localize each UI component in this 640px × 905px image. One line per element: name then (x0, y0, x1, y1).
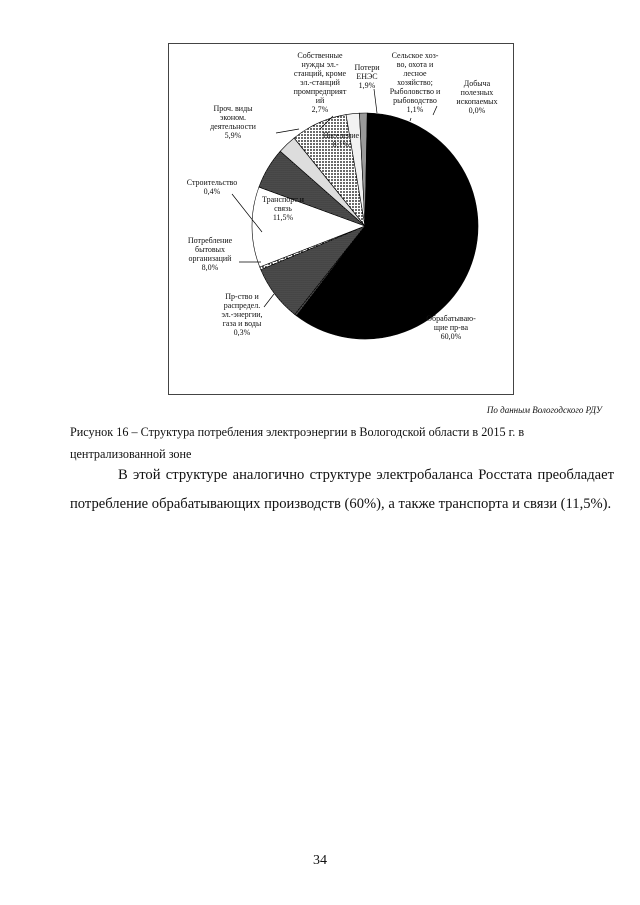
label-bytovye: Потребление бытовых организаций 8,0% (187, 236, 233, 272)
leader-line-selskoe (410, 118, 411, 121)
body-paragraph-text: В этой структуре аналогично структуре электробаланса Росстата преобладает потребление обрабатывающих производств (60%), а также транспорта и связи (11,5%). (70, 467, 614, 512)
label-naselenie: Население 8,1% (322, 131, 360, 149)
leader-line-prochie (276, 129, 299, 133)
label-poteri-enes: Потери ЕНЭС 1,9% (354, 63, 380, 90)
label-stroitelstvo: Строительство 0,4% (186, 178, 238, 196)
label-selskoe-hoz: Сельское хоз- во, охота и лесное хозяйство; Рыболовство и рыбоводство 1,1% (389, 51, 441, 114)
label-transport: Транспорт и связь 11,5% (262, 195, 304, 222)
leader-line-poteri (374, 89, 377, 113)
label-dobycha: Добыча полезных ископаемых 0,0% (456, 79, 498, 115)
page-number: 34 (313, 853, 327, 868)
label-sobstv-nuzhdy: Собственные нужды эл.- станций, кроме эл.-станций промпредприят ий 2,7% (293, 51, 347, 114)
label-obrabatyv: Обрабатываю- щие пр-ва 60,0% (426, 314, 476, 341)
label-energy: Пр-ство и распредел. эл.-энергии, газа и воды 0,3% (221, 292, 263, 337)
figure-caption: Рисунок 16 – Структура потребления электроэнергии в Вологодской области в 2015 г. в централизованной зоне (70, 425, 525, 461)
label-prochie-vidy: Проч. виды эконом. деятельности 5,9% (210, 104, 256, 140)
figure-frame (168, 43, 514, 395)
body-paragraph (70, 461, 614, 519)
source-note: По данным Вологодского РДУ (486, 405, 602, 415)
